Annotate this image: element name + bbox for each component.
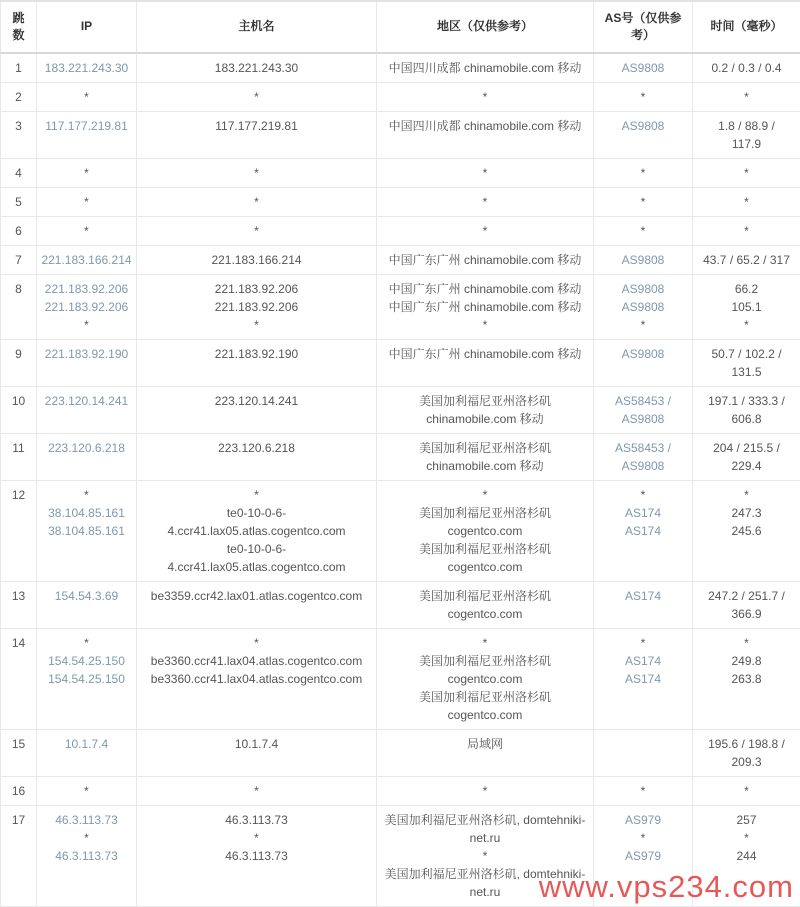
table-row — [1, 158, 800, 187]
cell-region — [377, 386, 594, 433]
cell-host — [137, 729, 377, 776]
table-row — [1, 628, 800, 729]
cell-host — [137, 433, 377, 480]
cell-ip — [37, 581, 137, 628]
cell-host — [137, 53, 377, 83]
cell-text: 中国广东广州 chinamobile.com 移动 — [380, 298, 590, 316]
cell-asn — [594, 433, 693, 480]
no-response-marker: * — [597, 222, 689, 240]
cell-ip — [37, 386, 137, 433]
no-response-marker: * — [380, 486, 590, 504]
ip-link[interactable]: 38.104.85.161 — [40, 504, 133, 522]
cell-asn — [594, 480, 693, 581]
cell-region — [377, 805, 594, 906]
cell-hop — [1, 776, 37, 805]
table-row — [1, 216, 800, 245]
no-response-marker: * — [140, 829, 373, 847]
no-response-marker: * — [702, 316, 791, 334]
cell-host — [137, 245, 377, 274]
cell-text: 244 — [702, 847, 791, 865]
cell-text: 221.183.92.190 — [140, 345, 373, 363]
cell-time — [693, 339, 800, 386]
no-response-marker: * — [140, 222, 373, 240]
cell-host — [137, 581, 377, 628]
cell-time — [693, 776, 800, 805]
cell-ip — [37, 480, 137, 581]
table-row — [1, 805, 800, 906]
cell-host — [137, 216, 377, 245]
cell-text: 1.8 / 88.9 / 117.9 — [702, 117, 791, 153]
cell-hop — [1, 729, 37, 776]
cell-ip — [37, 82, 137, 111]
cell-text: 11 — [4, 439, 33, 457]
cell-text: 247.3 — [702, 504, 791, 522]
cell-time — [693, 82, 800, 111]
cell-time — [693, 274, 800, 339]
cell-text: 14 — [4, 634, 33, 652]
cell-text: 中国广东广州 chinamobile.com 移动 — [380, 345, 590, 363]
no-response-marker: * — [40, 316, 133, 334]
cell-text: be3359.ccr42.lax01.atlas.cogentco.com — [140, 587, 373, 605]
cell-asn — [594, 245, 693, 274]
ip-link[interactable]: 223.120.14.241 — [40, 392, 133, 410]
no-response-marker: * — [702, 164, 791, 182]
cell-text: 46.3.113.73 — [140, 811, 373, 829]
table-row — [1, 386, 800, 433]
cell-hop — [1, 386, 37, 433]
no-response-marker: * — [40, 222, 133, 240]
cell-time — [693, 386, 800, 433]
no-response-marker: * — [380, 222, 590, 240]
cell-text: 257 — [702, 811, 791, 829]
no-response-marker: * — [380, 316, 590, 334]
cell-region — [377, 216, 594, 245]
asn-link[interactable]: AS174 — [597, 670, 689, 688]
col-header-region: 地区（仅供参考） — [377, 1, 594, 53]
cell-text: 4 — [4, 164, 33, 182]
cell-text: 204 / 215.5 / 229.4 — [702, 439, 791, 475]
cell-ip — [37, 53, 137, 83]
cell-ip — [37, 339, 137, 386]
no-response-marker: * — [702, 782, 791, 800]
cell-hop — [1, 82, 37, 111]
cell-text: 美国加利福尼亚州洛杉矶, domtehniki-net.ru — [380, 865, 590, 901]
no-response-marker: * — [140, 316, 373, 334]
cell-text: 66.2 — [702, 280, 791, 298]
no-response-marker: * — [597, 829, 689, 847]
cell-time — [693, 729, 800, 776]
cell-asn — [594, 187, 693, 216]
no-response-marker: * — [597, 782, 689, 800]
cell-ip — [37, 628, 137, 729]
cell-time — [693, 245, 800, 274]
no-response-marker: * — [140, 782, 373, 800]
cell-asn — [594, 581, 693, 628]
cell-hop — [1, 628, 37, 729]
cell-text: 50.7 / 102.2 / 131.5 — [702, 345, 791, 381]
ip-link[interactable]: 46.3.113.73 — [40, 811, 133, 829]
ip-link[interactable]: 221.183.92.190 — [40, 345, 133, 363]
cell-asn — [594, 386, 693, 433]
cell-asn — [594, 729, 693, 776]
cell-text: 8 — [4, 280, 33, 298]
cell-ip — [37, 245, 137, 274]
ip-link[interactable]: 221.183.92.206 — [40, 280, 133, 298]
cell-text: 46.3.113.73 — [140, 847, 373, 865]
ip-link[interactable]: 10.1.7.4 — [40, 735, 133, 753]
asn-link[interactable]: AS979 — [597, 847, 689, 865]
ip-link[interactable]: 117.177.219.81 — [40, 117, 133, 135]
cell-region — [377, 82, 594, 111]
cell-asn — [594, 82, 693, 111]
cell-text: 43.7 / 65.2 / 317 — [702, 251, 791, 269]
cell-text: te0-10-0-6-4.ccr41.lax05.atlas.cogentco.com — [140, 540, 373, 576]
cell-time — [693, 581, 800, 628]
col-header-asn: AS号（仅供参考） — [594, 1, 693, 53]
cell-text: 美国加利福尼亚州洛杉矶 cogentco.com — [380, 688, 590, 724]
cell-asn — [594, 216, 693, 245]
table-row — [1, 729, 800, 776]
no-response-marker: * — [597, 88, 689, 106]
cell-asn — [594, 274, 693, 339]
cell-asn — [594, 111, 693, 158]
cell-text: 2 — [4, 88, 33, 106]
cell-text: 247.2 / 251.7 / 366.9 — [702, 587, 791, 623]
asn-link[interactable]: AS979 — [597, 811, 689, 829]
cell-hop — [1, 274, 37, 339]
table-row — [1, 274, 800, 339]
cell-asn — [594, 53, 693, 83]
cell-host — [137, 776, 377, 805]
cell-time — [693, 111, 800, 158]
table-row — [1, 187, 800, 216]
cell-text: 245.6 — [702, 522, 791, 540]
cell-hop — [1, 187, 37, 216]
no-response-marker: * — [702, 829, 791, 847]
cell-text: 中国广东广州 chinamobile.com 移动 — [380, 251, 590, 269]
no-response-marker: * — [702, 88, 791, 106]
cell-text: 3 — [4, 117, 33, 135]
cell-ip — [37, 216, 137, 245]
table-row — [1, 581, 800, 628]
header-row — [1, 1, 800, 53]
no-response-marker: * — [702, 486, 791, 504]
cell-text: 223.120.6.218 — [140, 439, 373, 457]
cell-host — [137, 339, 377, 386]
cell-text: 17 — [4, 811, 33, 829]
no-response-marker: * — [380, 782, 590, 800]
no-response-marker: * — [597, 164, 689, 182]
table-row — [1, 245, 800, 274]
cell-hop — [1, 245, 37, 274]
no-response-marker: * — [380, 193, 590, 211]
cell-ip — [37, 805, 137, 906]
cell-asn — [594, 628, 693, 729]
cell-region — [377, 776, 594, 805]
ip-link[interactable]: 154.54.3.69 — [40, 587, 133, 605]
cell-text: 中国广东广州 chinamobile.com 移动 — [380, 280, 590, 298]
cell-asn — [594, 158, 693, 187]
ip-link[interactable]: 221.183.92.206 — [40, 298, 133, 316]
cell-ip — [37, 187, 137, 216]
cell-text: 10.1.7.4 — [140, 735, 373, 753]
cell-region — [377, 274, 594, 339]
col-header-ip: IP — [37, 1, 137, 53]
no-response-marker: * — [380, 88, 590, 106]
cell-text: 美国加利福尼亚州洛杉矶 chinamobile.com 移动 — [380, 439, 590, 475]
cell-ip — [37, 433, 137, 480]
cell-text: 249.8 — [702, 652, 791, 670]
cell-text: 美国加利福尼亚州洛杉矶 cogentco.com — [380, 652, 590, 688]
asn-link[interactable]: AS58453 / AS9808 — [597, 439, 689, 475]
no-response-marker: * — [140, 88, 373, 106]
ip-link[interactable]: 46.3.113.73 — [40, 847, 133, 865]
no-response-marker: * — [702, 222, 791, 240]
cell-host — [137, 111, 377, 158]
cell-time — [693, 158, 800, 187]
cell-hop — [1, 53, 37, 83]
asn-link[interactable]: AS9808 — [597, 59, 689, 77]
cell-time — [693, 433, 800, 480]
no-response-marker: * — [597, 486, 689, 504]
cell-text: 197.1 / 333.3 / 606.8 — [702, 392, 791, 428]
table-row — [1, 111, 800, 158]
cell-hop — [1, 216, 37, 245]
cell-asn — [594, 339, 693, 386]
cell-region — [377, 729, 594, 776]
asn-link[interactable]: AS9808 — [597, 280, 689, 298]
table-row — [1, 433, 800, 480]
cell-text: 7 — [4, 251, 33, 269]
asn-link[interactable]: AS9808 — [597, 298, 689, 316]
cell-ip — [37, 776, 137, 805]
cell-text: 263.8 — [702, 670, 791, 688]
no-response-marker: * — [380, 847, 590, 865]
cell-text: 6 — [4, 222, 33, 240]
cell-region — [377, 111, 594, 158]
ip-link[interactable]: 154.54.25.150 — [40, 652, 133, 670]
cell-text: 局域网 — [380, 735, 590, 753]
cell-time — [693, 628, 800, 729]
no-response-marker: * — [702, 634, 791, 652]
cell-text: 183.221.243.30 — [140, 59, 373, 77]
table-row — [1, 776, 800, 805]
cell-time — [693, 216, 800, 245]
cell-text: 5 — [4, 193, 33, 211]
cell-text: 12 — [4, 486, 33, 504]
cell-host — [137, 274, 377, 339]
cell-text: 15 — [4, 735, 33, 753]
cell-text: 221.183.92.206 — [140, 298, 373, 316]
cell-host — [137, 187, 377, 216]
cell-hop — [1, 480, 37, 581]
cell-region — [377, 187, 594, 216]
cell-region — [377, 628, 594, 729]
no-response-marker: * — [40, 829, 133, 847]
asn-link[interactable]: AS9808 — [597, 117, 689, 135]
ip-link[interactable]: 221.183.166.214 — [40, 251, 133, 269]
cell-text: 9 — [4, 345, 33, 363]
asn-link[interactable]: AS174 — [597, 504, 689, 522]
cell-time — [693, 53, 800, 83]
table-row — [1, 480, 800, 581]
cell-text: be3360.ccr41.lax04.atlas.cogentco.com — [140, 670, 373, 688]
cell-host — [137, 480, 377, 581]
cell-time — [693, 805, 800, 906]
cell-text: 美国加利福尼亚州洛杉矶 cogentco.com — [380, 540, 590, 576]
no-response-marker: * — [140, 164, 373, 182]
cell-host — [137, 82, 377, 111]
asn-link[interactable]: AS58453 / AS9808 — [597, 392, 689, 428]
cell-text: 0.2 / 0.3 / 0.4 — [702, 59, 791, 77]
cell-text: 13 — [4, 587, 33, 605]
cell-hop — [1, 433, 37, 480]
table-row — [1, 82, 800, 111]
cell-region — [377, 53, 594, 83]
cell-region — [377, 339, 594, 386]
col-header-host: 主机名 — [137, 1, 377, 53]
asn-link[interactable]: AS174 — [597, 652, 689, 670]
cell-region — [377, 433, 594, 480]
ip-link[interactable]: 38.104.85.161 — [40, 522, 133, 540]
cell-hop — [1, 158, 37, 187]
cell-hop — [1, 111, 37, 158]
watermark: www.vps234.com — [539, 869, 794, 905]
no-response-marker: * — [40, 164, 133, 182]
ip-link[interactable]: 154.54.25.150 — [40, 670, 133, 688]
asn-link[interactable]: AS9808 — [597, 251, 689, 269]
no-response-marker: * — [40, 88, 133, 106]
table-row — [1, 339, 800, 386]
asn-link[interactable]: AS174 — [597, 587, 689, 605]
cell-text: 中国四川成都 chinamobile.com 移动 — [380, 59, 590, 77]
no-response-marker: * — [380, 634, 590, 652]
no-response-marker: * — [40, 782, 133, 800]
cell-host — [137, 805, 377, 906]
cell-text: 美国加利福尼亚州洛杉矶 cogentco.com — [380, 504, 590, 540]
table-row — [1, 53, 800, 83]
no-response-marker: * — [702, 193, 791, 211]
no-response-marker: * — [597, 316, 689, 334]
ip-link[interactable]: 223.120.6.218 — [40, 439, 133, 457]
cell-hop — [1, 581, 37, 628]
no-response-marker: * — [140, 486, 373, 504]
cell-host — [137, 386, 377, 433]
col-header-hop: 跳数 — [1, 1, 37, 53]
cell-text: 117.177.219.81 — [140, 117, 373, 135]
cell-time — [693, 187, 800, 216]
cell-region — [377, 245, 594, 274]
asn-link[interactable]: AS174 — [597, 522, 689, 540]
no-response-marker: * — [140, 193, 373, 211]
cell-text: 16 — [4, 782, 33, 800]
cell-ip — [37, 274, 137, 339]
cell-ip — [37, 158, 137, 187]
cell-ip — [37, 111, 137, 158]
no-response-marker: * — [40, 634, 133, 652]
cell-region — [377, 581, 594, 628]
cell-text: 221.183.92.206 — [140, 280, 373, 298]
cell-region — [377, 158, 594, 187]
no-response-marker: * — [380, 164, 590, 182]
cell-time — [693, 480, 800, 581]
cell-text: 221.183.166.214 — [140, 251, 373, 269]
cell-text: 105.1 — [702, 298, 791, 316]
cell-asn — [594, 776, 693, 805]
col-header-time: 时间（毫秒） — [693, 1, 800, 53]
cell-text: 美国加利福尼亚州洛杉矶 chinamobile.com 移动 — [380, 392, 590, 428]
cell-text: te0-10-0-6-4.ccr41.lax05.atlas.cogentco.com — [140, 504, 373, 540]
cell-ip — [37, 729, 137, 776]
cell-text: 美国加利福尼亚州洛杉矶 cogentco.com — [380, 587, 590, 623]
cell-text: 223.120.14.241 — [140, 392, 373, 410]
cell-text: 195.6 / 198.8 / 209.3 — [702, 735, 791, 771]
ip-link[interactable]: 183.221.243.30 — [40, 59, 133, 77]
cell-text: 美国加利福尼亚州洛杉矶, domtehniki-net.ru — [380, 811, 590, 847]
cell-region — [377, 480, 594, 581]
cell-hop — [1, 339, 37, 386]
no-response-marker: * — [40, 193, 133, 211]
cell-host — [137, 158, 377, 187]
cell-text: 中国四川成都 chinamobile.com 移动 — [380, 117, 590, 135]
cell-text: be3360.ccr41.lax04.atlas.cogentco.com — [140, 652, 373, 670]
asn-link[interactable]: AS9808 — [597, 345, 689, 363]
cell-text: 1 — [4, 59, 33, 77]
cell-hop — [1, 805, 37, 906]
cell-asn — [594, 805, 693, 906]
cell-text: 10 — [4, 392, 33, 410]
no-response-marker: * — [597, 193, 689, 211]
no-response-marker: * — [40, 486, 133, 504]
cell-host — [137, 628, 377, 729]
no-response-marker: * — [597, 634, 689, 652]
no-response-marker: * — [140, 634, 373, 652]
